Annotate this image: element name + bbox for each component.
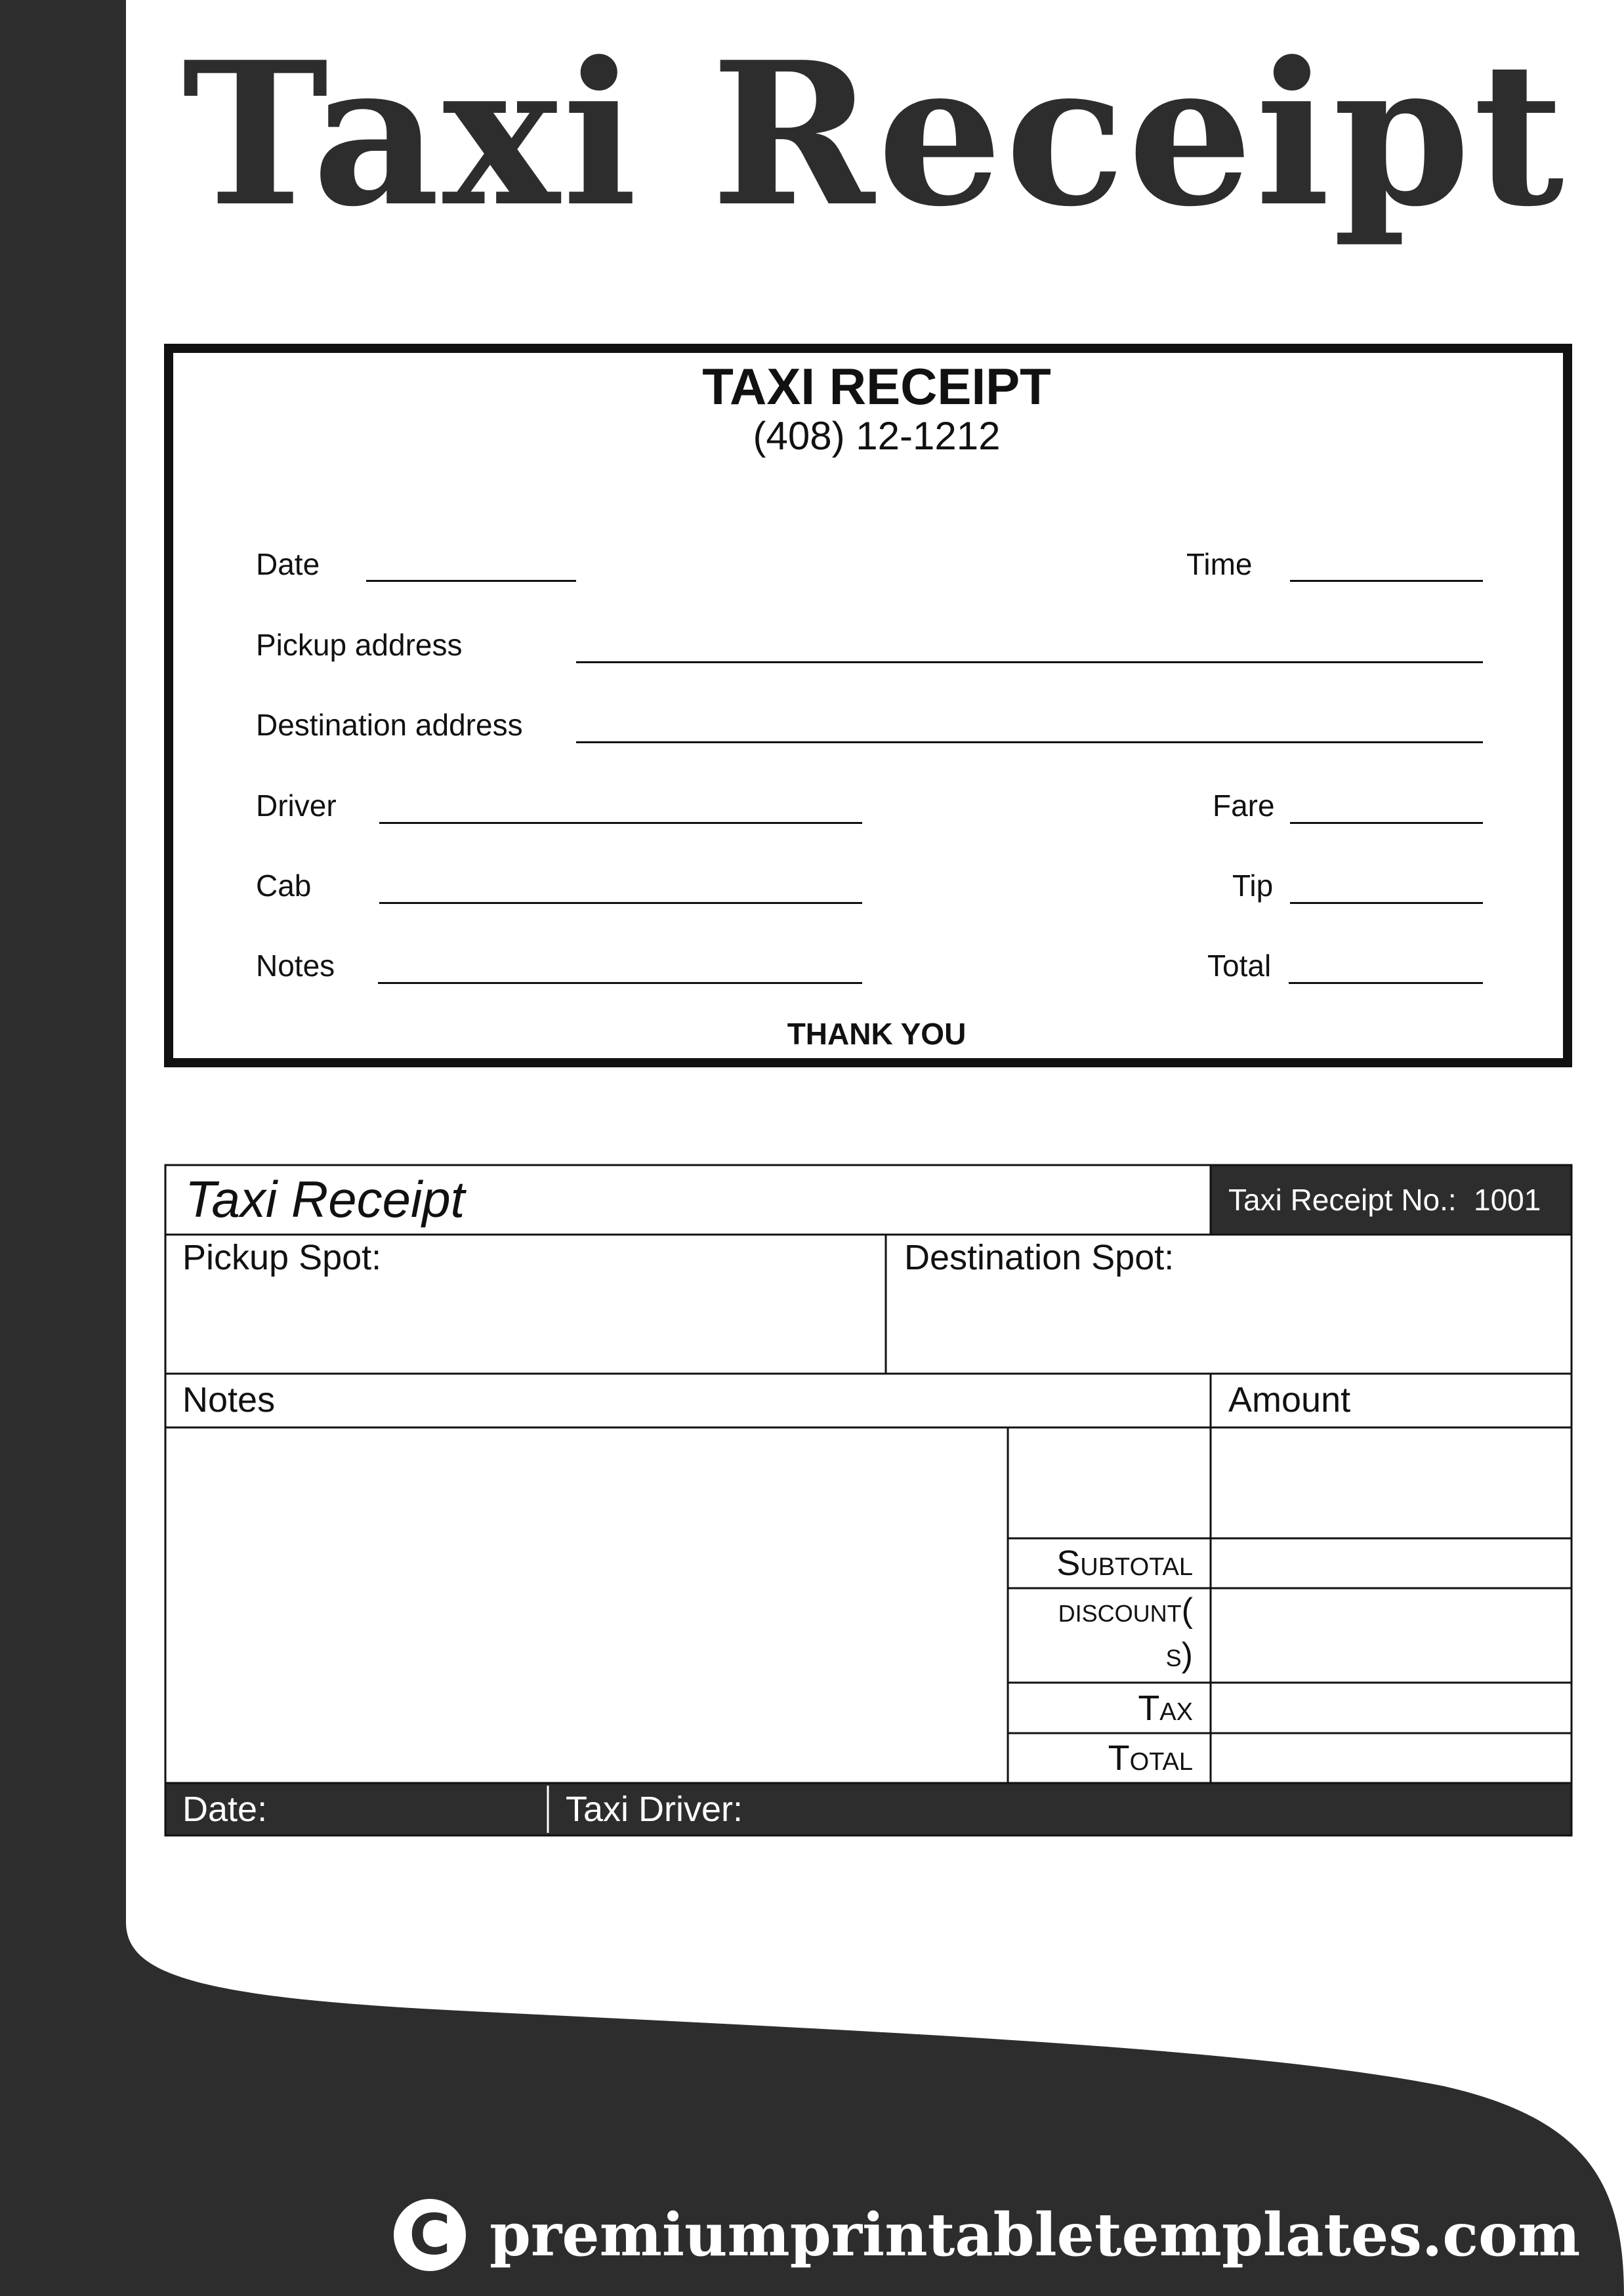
destination-spot-field[interactable]: [887, 1279, 1571, 1372]
total-label: Total: [1207, 949, 1272, 983]
subtotal-label: Subtotal: [1056, 1544, 1193, 1583]
thank-you-text: THANK YOU: [787, 1017, 967, 1051]
receipt-one-title: TAXI RECEIPT: [702, 358, 1051, 415]
discounts-label-line2: s): [1165, 1636, 1193, 1674]
notes-label: Notes: [256, 949, 335, 983]
tip-label: Tip: [1232, 869, 1274, 903]
date-footer-label: Date:: [182, 1790, 268, 1829]
total-value-field[interactable]: [1212, 1734, 1570, 1782]
footer-brand: [394, 2189, 1580, 2281]
time-label: Time: [1186, 547, 1253, 581]
notes-header: Notes: [182, 1380, 276, 1420]
receipt-one-phone: (408) 12-1212: [753, 414, 1001, 458]
fare-label: Fare: [1213, 789, 1275, 823]
taxi-driver-label: Taxi Driver:: [566, 1790, 743, 1829]
pickup-address-label: Pickup address: [256, 628, 463, 662]
discounts-value-field[interactable]: [1212, 1589, 1570, 1681]
driver-label: Driver: [256, 789, 337, 823]
receipt-two-title: Taxi Receipt: [185, 1170, 465, 1228]
tax-label: Tax: [1138, 1689, 1193, 1728]
pickup-spot-field[interactable]: [166, 1279, 885, 1372]
page-title: Taxi Receipt: [182, 18, 1567, 250]
cab-label: Cab: [256, 869, 312, 903]
pickup-spot-label: Pickup Spot:: [182, 1238, 382, 1277]
notes-field[interactable]: [167, 1429, 1007, 1782]
receipt-number-value: 1001: [1474, 1183, 1541, 1217]
date-label: Date: [256, 547, 320, 581]
destination-spot-label: Destination Spot:: [904, 1238, 1175, 1277]
total-label-two: Total: [1108, 1738, 1193, 1778]
receipt-number-label: Taxi Receipt No.:: [1228, 1183, 1457, 1217]
amount-header: Amount: [1228, 1380, 1351, 1420]
subtotal-value-field[interactable]: [1212, 1540, 1570, 1587]
destination-address-label: Destination address: [256, 708, 523, 742]
tax-value-field[interactable]: [1212, 1684, 1570, 1732]
discounts-label-line1: discount(: [1058, 1591, 1193, 1630]
copyright-icon: C: [394, 2199, 466, 2271]
site-url[interactable]: premiumprintabletemplates.com: [489, 2200, 1581, 2270]
